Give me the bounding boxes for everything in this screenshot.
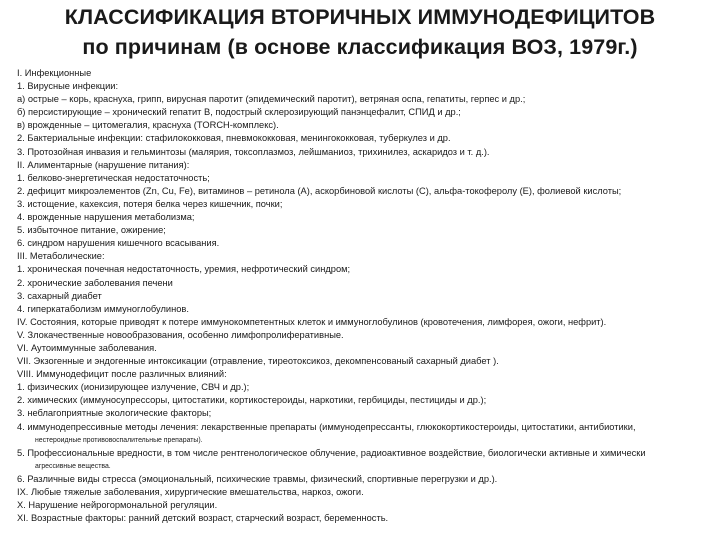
list-line: IV. Состояния, которые приводят к потере иммунокомпетентных клеток и иммуноглобулинов (кровотечения, лимфорея, ожоги, нефрит). [17,316,607,327]
list-line: 4. врожденные нарушения метаболизма; [17,212,195,223]
list-line: III. Метаболические: [17,251,105,262]
list-line: 5. избыточное питание, ожирение; [17,225,166,236]
title-line-2: по причинам (в основе классификация ВОЗ, 1979г.) [82,35,638,59]
list-line: I. Инфекционные [17,68,92,78]
list-line: II. Алиментарные (нарушение питания): [17,159,190,170]
list-line: VI. Аутоиммунные заболевания. [17,342,157,353]
list-line: 1. белково-энергетическая недостаточность; [17,172,210,183]
list-line: X. Нарушение нейрогормональной регуляции. [17,500,218,511]
list-line-continuation: нестероидные противовоспалительные препараты). [35,436,203,444]
list-line: 3. истощение, кахексия, потеря белка через кишечник, почки; [17,198,283,209]
slide-title [0,0,720,62]
classification-list [17,67,709,525]
list-line: VII. Экзогенные и эндогенные интоксикации (отравление, тиреотоксикоз, декомпенсованый сахарный диабет ). [17,356,499,367]
list-line: 5. Профессиональные вредности, в том числе рентгенологическое облучение, радиоактивное воздействие, биологически активные и химически [17,447,646,458]
list-line: б) персистирующие – хронический гепатит В, подострый склерозирующий панэнцефалит, СПИД и др.; [17,107,461,118]
list-line: а) острые – корь, краснуха, грипп, вирусная паротит (эпидемический паротит), ветряная оспа, гепатиты, герпес и др.; [17,94,526,105]
title-line-1: КЛАССИФИКАЦИЯ ВТОРИЧНЫХ ИММУНОДЕФИЦИТОВ [64,5,656,29]
list-line: 2. химических (иммуносупрессоры, цитостатики, кортикостероиды, наркотики, гербициды, пестициды и др.); [17,395,487,406]
list-line: 2. хронические заболевания печени [17,277,173,288]
list-line: VIII. Иммунодефицит после различных влияний: [17,369,227,380]
list-line: 4. иммунодепрессивные методы лечения: лекарственные препараты (иммунодепрессанты, глюкокортикостероиды, цитостатики, антибиотики, [17,421,636,432]
list-line: 6. синдром нарушения кишечного всасывания. [17,238,220,249]
list-line: 2. Бактериальные инфекции: стафилококковая, пневмококковая, менингококковая, туберкулез и др. [17,133,451,144]
list-line: 1. хроническая почечная недостаточность, уремия, нефротический синдром; [17,264,351,275]
list-line: 2. дефицит микроэлементов (Zn, Cu, Fe), витаминов – ретинола (А), аскорбиновой кислоты (С), альфа-токоферолу (Е), фолиевой кислоты; [17,185,622,196]
list-line: 1. Вирусные инфекции: [17,81,119,92]
list-line: 4. гиперкатаболизм иммуноглобулинов. [17,303,189,314]
list-line: 6. Различные виды стресса (эмоциональный, психические травмы, физический, спортивные перегрузки и др.). [17,473,498,484]
list-line: V. Злокачественные новообразования, особенно лимфопролиферативные. [17,329,344,340]
list-line: в) врожденные – цитомегалия, краснуха (TORCH-комплекс). [17,120,279,131]
list-line: 3. неблагоприятные экологические факторы; [17,408,212,419]
list-line-continuation: агрессивные вещества. [35,462,111,470]
list-line: XI. Возрастные факторы: ранний детский возраст, старческий возраст, беременность. [17,513,389,524]
list-line: 3. сахарный диабет [17,290,102,301]
list-line: 3. Протозойная инвазия и гельминтозы (малярия, токсоплазмоз, лейшманиоз, трихинилез, аскаридоз и т. д.). [17,146,490,157]
list-line: IX. Любые тяжелые заболевания, хирургические вмешательства, наркоз, ожоги. [17,487,364,497]
list-line: 1. физических (ионизирующее излучение, СВЧ и др.); [17,382,250,393]
